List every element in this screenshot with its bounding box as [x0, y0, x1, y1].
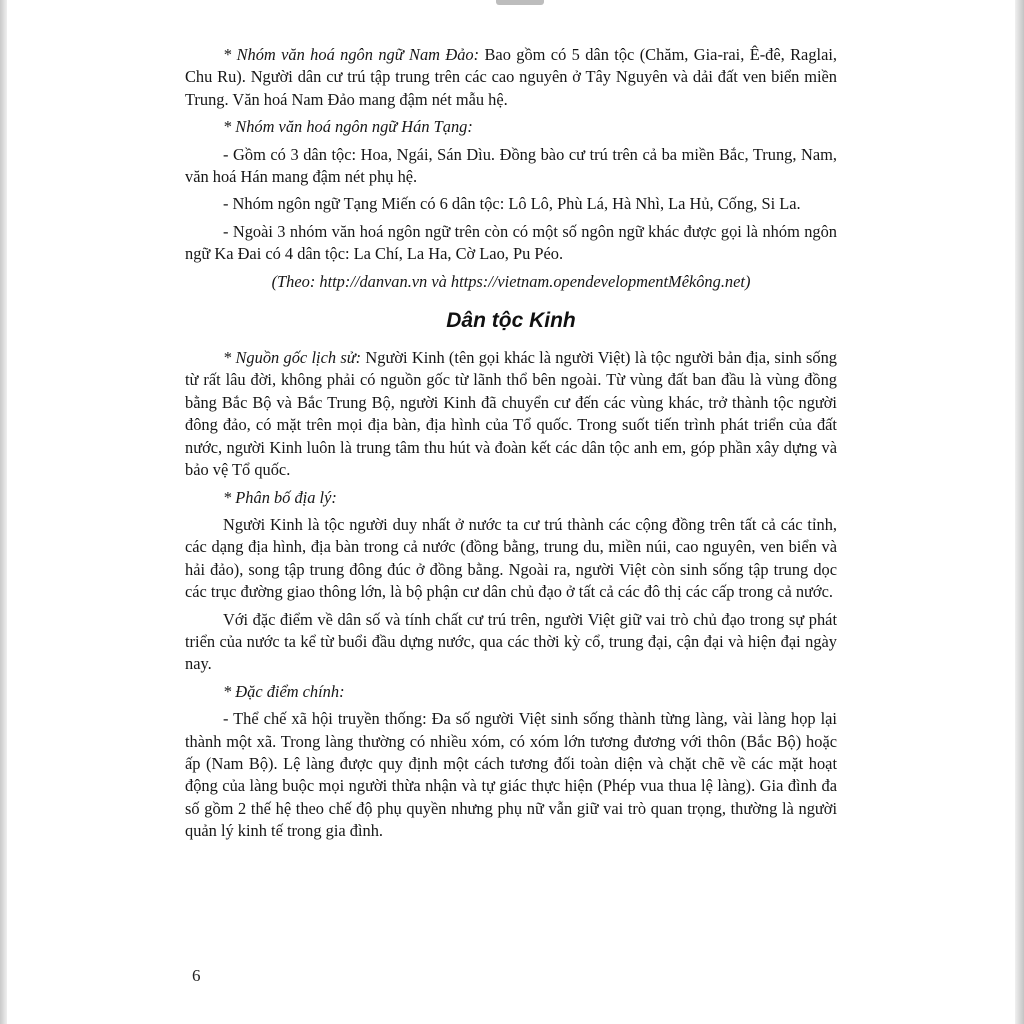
paragraph-lead: * Đặc điểm chính: — [223, 681, 345, 701]
paragraph: Với đặc điểm về dân số và tính chất cư trú trên, người Việt giữ vai trò chủ đạo trong sự phát triển của nước ta kể từ buổi đầu dựng nước, qua các thời kỳ cổ, trung đại, cận đại và hiện đại ngày nay. — [185, 609, 837, 674]
scan-edge-right — [1015, 0, 1024, 1024]
paragraph — [185, 487, 837, 509]
paragraph: - Gồm có 3 dân tộc: Hoa, Ngái, Sán Dìu. Đồng bào cư trú trên cả ba miền Bắc, Trung, Nam, văn hoá Hán mang đậm nét phụ hệ. — [185, 144, 837, 187]
paragraph: * Nhóm văn hoá ngôn ngữ Nam Đảo: Bao gồm có 5 dân tộc (Chăm, Gia-rai, Ê-đê, Raglai, Chu Ru). Người dân cư trú tập trung trên các cao nguyên ở Tây Nguyên và dải đất ven biển miền Trung. Văn hoá Nam Đảo mang đậm nét mẫu hệ. — [185, 45, 838, 109]
source-citation: (Theo: http://danvan.vn và https://vietnam.opendevelopmentMêkông.net) — [271, 271, 751, 291]
scan-edge-left — [0, 0, 7, 1024]
paragraph: - Ngoài 3 nhóm văn hoá ngôn ngữ trên còn có một số ngôn ngữ khác được gọi là nhóm ngôn ngữ Ka Đai có 4 dân tộc: La Chí, La Ha, Cờ Lao, Pu Péo. — [185, 221, 837, 264]
paragraph: - Nhóm ngôn ngữ Tạng Miến có 6 dân tộc: Lô Lô, Phù Lá, Hà Nhì, La Hủ, Cống, Si La. — [223, 194, 801, 214]
paragraph: Người Kinh là tộc người duy nhất ở nước ta cư trú thành các cộng đồng trên tất cả các tỉnh, các dạng địa hình, địa bàn trong cả nước (đồng bằng, trung du, miền núi, cao nguyên, ven biển và hải đảo), song tập trung đông đúc ở đồng bằng. Ngoài ra, người Việt còn sinh sống tập trung dọc các trục đường giao thông lớn, là bộ phận cư dân chủ đạo ở tất cả các đô thị các cấp trong cả nước. — [185, 514, 837, 602]
paragraph-lead: * Nhóm văn hoá ngôn ngữ Hán Tạng: — [223, 117, 473, 137]
scan-artifact-top — [496, 0, 544, 5]
section-heading: Dân tộc Kinh — [446, 309, 576, 333]
document-body — [185, 44, 837, 848]
paragraph-lead: * Nguồn gốc lịch sử: — [223, 348, 362, 368]
page-number: 6 — [192, 966, 201, 985]
paragraph: * Nguồn gốc lịch sử: Người Kinh (tên gọi khác là người Việt) là tộc người bản địa, sinh sống từ rất lâu đời, không phải có nguồn gốc từ lãnh thổ bên ngoài. Từ vùng đất ban đầu là vùng đồng bằng Bắc Bộ và Bắc Trung Bộ, người Kinh đã chuyển cư đến các vùng khác, trở thành tộc người đông đảo, có mặt trên mọi địa bàn, địa hình của Tổ quốc. Trong suốt tiến trình phát triển của đất nước, người Kinh luôn là trung tâm thu hút và đoàn kết các dân tộc anh em, góp phần xây dựng và bảo vệ Tổ quốc. — [185, 348, 837, 480]
paragraph — [185, 681, 837, 703]
paragraph: - Thể chế xã hội truyền thống: Đa số người Việt sinh sống thành từng làng, vài làng họp lại thành một xã. Trong làng thường có nhiều xóm, có xóm lớn tương đương với thôn (Bắc Bộ) hoặc ấp (Nam Bộ). Lệ làng được quy định một cách tương đối toàn diện và chặt chẽ về các mặt hoạt động của làng buộc mọi người thừa nhận và tự giác thực hiện (Phép vua thua lệ làng). Gia đình đa số gồm 2 thế hệ theo chế độ phụ quyền nhưng phụ nữ vẫn giữ vai trò quan trọng, thường là người quản lý kinh tế trong gia đình. — [185, 709, 837, 841]
paragraph — [185, 116, 837, 138]
paragraph-lead: * Phân bố địa lý: — [223, 487, 337, 507]
paragraph-lead: * Nhóm văn hoá ngôn ngữ Nam Đảo: — [223, 45, 480, 64]
